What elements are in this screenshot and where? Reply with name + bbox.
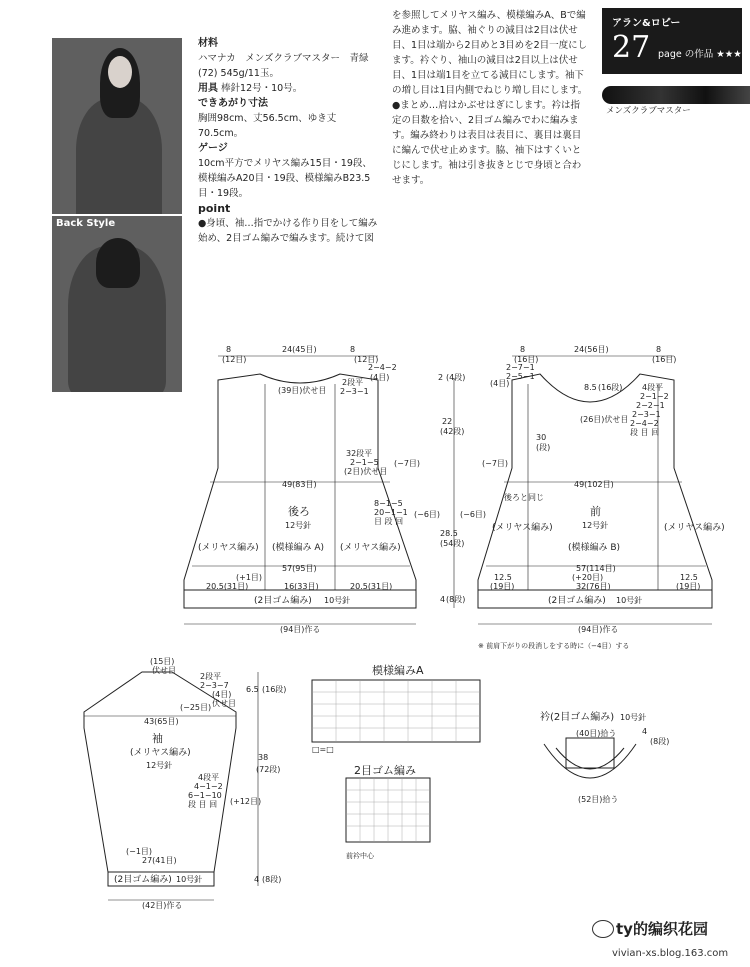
back-width-49: 49(83目)	[282, 480, 317, 489]
front-neck-bindoff: (26目)伏せ目	[580, 415, 629, 424]
front-pattern-right: (メリヤス編み)	[664, 523, 725, 533]
back-title: 後ろ	[288, 505, 310, 518]
front-same-as-back: 後ろと同じ	[504, 493, 544, 502]
front-top-mid: 24(56目)	[574, 345, 609, 354]
back-arm-rows: 32段平	[346, 449, 373, 458]
sleeve-needle: 12号針	[146, 761, 173, 770]
front-note: ※ 前肩下がりの段消しをする時に（−4目）する	[478, 642, 630, 650]
front-rib-needle: 10号針	[616, 596, 643, 605]
instructions-p2: ●まとめ…肩はかぶせはぎにします。衿は指定の目数を拾い、2目ゴム編みでわに編みます。編み終わりは表目は表目に、裏目は裏目に編んで伏せ止めます。脇、袖下はすくいとじにします。袖は引き抜きとじで身頃と合わせます。	[392, 100, 582, 186]
back-pattern-right: (メリヤス編み)	[340, 543, 401, 553]
dim-body-rows: (54段)	[440, 539, 465, 548]
front-neck-2: 2−1−2	[640, 392, 669, 401]
dim-neck: 2	[438, 373, 444, 382]
back-w-left: 20.5(31目)	[206, 582, 249, 591]
back-pattern-left: (メリヤス編み)	[198, 543, 259, 553]
back-width-57: 57(95目)	[282, 564, 317, 573]
source-url: vivian-xs.blog.163.com	[612, 948, 729, 959]
sleeve-cap-height: 6.5	[246, 685, 259, 694]
back-neck-dec: 2−3−1	[340, 387, 369, 396]
front-pattern-mid: (模様編み B)	[568, 543, 621, 553]
front-top-right: 8	[656, 345, 662, 354]
sleeve-cap-1: 2段平	[200, 672, 222, 681]
sleeve-inc-3: 6−1−10	[188, 791, 222, 800]
sleeve-title: 袖	[152, 732, 163, 745]
collar-pick-bottom: (52目)拾う	[578, 795, 619, 804]
front-shoulder-2: 2−5−1	[506, 372, 535, 381]
front-neck-3: 2−2−1	[636, 401, 665, 410]
back-w-right: 20.5(31目)	[350, 582, 393, 591]
front-neck-depth-rows: (16段)	[598, 383, 623, 392]
sleeve-cast-on: (42目)作る	[142, 901, 183, 910]
back-side-1: 8−1−5	[374, 499, 403, 508]
back-rib-needle: 10号針	[324, 596, 351, 605]
front-shoulder-1: 2−7−1	[506, 363, 535, 372]
watermark-text: ty的编织花园	[616, 920, 708, 938]
sleeve-rib: (2目ゴム編み)	[114, 875, 172, 885]
front-neck-depth: 8.5	[584, 383, 597, 392]
front-w-right-sts: (19目)	[676, 582, 701, 591]
front-top-left: 8	[520, 345, 526, 354]
back-shoulder: 2−4−2	[368, 363, 397, 372]
back-neck-bindoff: (39目)伏せ目	[278, 386, 327, 395]
front-w-left: 12.5	[494, 573, 512, 582]
wechat-icon	[592, 920, 614, 938]
size-text: 胸囲98cm、丈56.5cm、ゆき丈70.5cm。	[198, 113, 337, 139]
back-side-3: 目 段 回	[374, 517, 404, 526]
back-w-mid: 16(33目)	[284, 582, 319, 591]
back-side-total: (−6目)	[414, 510, 441, 519]
dim-body: 28.5	[440, 529, 458, 538]
front-neck-1: 4段平	[642, 383, 664, 392]
sleeve-top-bindoff: 伏せ目	[152, 666, 176, 675]
sleeve-rib-rows: (8段)	[262, 875, 282, 884]
tools-heading: 用具	[198, 83, 218, 94]
back-top-mid: 24(45目)	[282, 345, 317, 354]
collar-needle: 10号針	[620, 713, 647, 722]
back-top-right-sts: (12目)	[354, 355, 379, 364]
sleeve-dec: (−1目)	[126, 847, 153, 856]
sleeve-width-43: 43(65目)	[144, 717, 179, 726]
front-arm-total: (−7目)	[482, 459, 509, 468]
front-width-49: 49(102目)	[574, 480, 614, 489]
front-shoulder-sts: (4目)	[490, 379, 510, 388]
collar-height-rows: (8段)	[650, 737, 670, 746]
sleeve-inc-4: 段 目 回	[188, 800, 218, 809]
gauge-heading: ゲージ	[198, 143, 228, 154]
front-needle: 12号針	[582, 521, 609, 530]
front-w-mid: 32(76目)	[576, 582, 611, 591]
dim-rib: 4	[440, 595, 446, 604]
point-heading: point	[198, 202, 231, 215]
collar-pick-top: (40目)拾う	[576, 729, 617, 738]
back-top-right: 8	[350, 345, 356, 354]
page-number: 27	[612, 30, 651, 65]
size-heading: できあがり寸法	[198, 98, 268, 109]
sleeve-pattern: (メリヤス編み)	[130, 748, 191, 758]
tools-text: 棒針12号・10号。	[221, 83, 303, 94]
back-shoulder-sts: (4目)	[370, 373, 390, 382]
rib-chart-title: 2目ゴム編み	[354, 764, 416, 777]
front-rib: (2目ゴム編み)	[548, 596, 606, 606]
front-depth: 30	[536, 433, 547, 442]
sleeve-cap-3: (4目)	[212, 690, 232, 699]
dim-armhole: 22	[442, 417, 453, 426]
sleeve-cap-2: 2−3−7	[200, 681, 229, 690]
back-top-left-sts: (12目)	[222, 355, 247, 364]
front-pattern-left: (メリヤス編み)	[492, 523, 553, 533]
front-width-57: 57(114目)	[576, 564, 616, 573]
collar-height: 4	[642, 727, 648, 736]
back-top-left: 8	[226, 345, 232, 354]
instructions-p1: を参照してメリヤス編み、模様編みA、Bで編み進めます。脇、袖ぐりの減目は2目は伏せ目、1目は端から2目めと3目めを2目一度にします。衿ぐり、袖山の減目は2目以上は伏せ目、1目は端1目を立てる減目にします。袖下の増し目は1目内側でねじり増し目にします。	[392, 10, 588, 96]
material-text: ハマナカ メンズクラブマスター 青緑(72) 545g/11玉。	[198, 53, 369, 79]
front-cast-on: (94目)作る	[578, 625, 619, 634]
yarn-label: メンズクラブマスター	[606, 106, 691, 116]
front-inc: (+20目)	[572, 573, 604, 582]
back-arm-total: (−7目)	[394, 459, 421, 468]
back-arm-dec: 2−1−5	[350, 458, 379, 467]
sleeve-cap-4: 伏せ目	[212, 699, 236, 708]
gauge-text: 10cm平方でメリヤス編み15目・19段、模様編みA20目・19段、模様編みB23.5目・19段。	[198, 158, 372, 199]
front-top-right-sts: (16目)	[652, 355, 677, 364]
back-neck-rows: 2段平	[342, 378, 364, 387]
sleeve-cap-dec: (−25目)	[180, 703, 212, 712]
front-title: 前	[590, 505, 601, 518]
point-text: ●身頃、袖…指でかける作り目をして編み始め、2目ゴム編みで編みます。続けて図	[198, 218, 378, 244]
back-side-2: 20−1−1	[374, 508, 408, 517]
brand-label: アラン&ロピー	[612, 18, 681, 29]
sleeve-inc-2: 4−1−2	[194, 782, 223, 791]
sleeve-inc-1: 4段平	[198, 773, 220, 782]
back-arm-bindoff: (2目)伏せ目	[344, 467, 388, 476]
dim-armhole-rows: (42段)	[440, 427, 465, 436]
back-rib: (2目ゴム編み)	[254, 596, 312, 606]
dim-neck-rows: (4段)	[446, 373, 466, 382]
front-w-left-sts: (19目)	[490, 582, 515, 591]
front-side-total: (−6目)	[460, 510, 487, 519]
sleeve-length: 38	[258, 753, 269, 762]
sleeve-rib-height: 4	[254, 875, 260, 884]
front-neck-5: 2−4−2	[630, 419, 659, 428]
front-neck-6: 段 目 回	[630, 428, 660, 437]
page-suffix: page の作品 ★★★	[658, 49, 742, 60]
back-pattern-mid: (模様編み A)	[272, 543, 325, 553]
sleeve-cap-rows: (16段)	[262, 685, 287, 694]
sleeve-top: (15目)	[150, 657, 175, 666]
sleeve-inc-total: (+12目)	[230, 797, 262, 806]
chart-a-legend: □=□	[312, 745, 334, 754]
chart-a-title: 模様編みA	[372, 664, 424, 677]
dim-rib-rows: (8段)	[446, 595, 466, 604]
collar-outline	[544, 744, 636, 778]
back-style-label: Back Style	[56, 218, 116, 229]
chart-a-grid	[312, 680, 480, 742]
back-inc: (+1目)	[236, 573, 263, 582]
front-w-right: 12.5	[680, 573, 698, 582]
front-neck-4: 2−3−1	[632, 410, 661, 419]
sleeve-length-rows: (72段)	[256, 765, 281, 774]
front-depth-rows: (段)	[536, 443, 551, 452]
rib-chart-center: 前衿中心	[346, 852, 374, 860]
sleeve-rib-needle: 10号針	[176, 875, 203, 884]
back-needle: 12号針	[285, 521, 312, 530]
back-cast-on: (94目)作る	[280, 625, 321, 634]
collar-title: 衿(2目ゴム編み)	[540, 712, 615, 723]
material-heading: 材料	[198, 38, 218, 49]
sleeve-width-27: 27(41目)	[142, 856, 177, 865]
front-top-left-sts: (16目)	[514, 355, 539, 364]
